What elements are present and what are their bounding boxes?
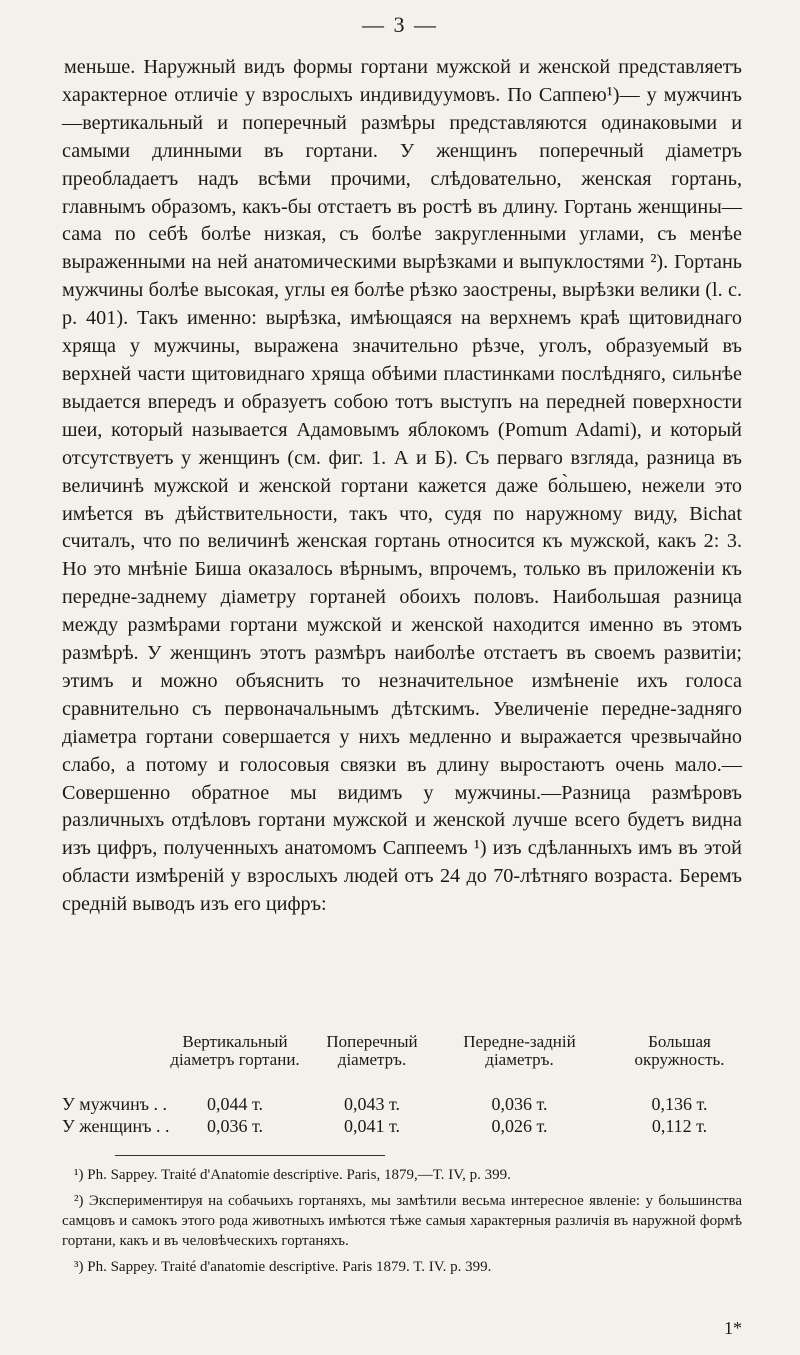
table-cell: 0,136 т. <box>651 1094 708 1114</box>
table-cell: 0,036 т. <box>206 1116 263 1136</box>
table-cell: 0,036 т. <box>491 1094 548 1114</box>
page-number: — 3 — <box>362 12 438 37</box>
header-cell: Большая окружность. <box>634 1032 725 1069</box>
row-label: У мужчинъ . . <box>62 1094 168 1114</box>
measurement-table <box>62 1033 752 1139</box>
footnote-3: ³) Ph. Sappey. Traité d'anatomie descriptive. Paris 1879. T. IV. p. 399. <box>74 1259 492 1275</box>
footnote-2: ²) Экспериментируя на собачьихъ гортаняхъ, мы замѣтили весьма интересное явленіе: у большинства самцовъ и самокъ этого рода животныхъ имѣются тѣже самыя характерныя различія въ наружной формѣ гортани, какъ и въ человѣческихъ гортаняхъ. <box>62 1193 742 1249</box>
table-cell: 0,041 т. <box>343 1116 400 1136</box>
table-cell: 0,112 т. <box>651 1116 708 1136</box>
table-header <box>62 1033 752 1095</box>
table-cell: 0,026 т. <box>491 1116 548 1136</box>
header-cell: Вертикальный діаметръ гортани. <box>170 1032 300 1069</box>
header-cell: Поперечный діаметръ. <box>326 1032 418 1069</box>
table-cell: 0,043 т. <box>343 1094 400 1114</box>
table-cell: 0,044 т. <box>206 1094 263 1114</box>
signature-mark: 1* <box>724 1318 742 1338</box>
main-paragraph <box>62 54 742 919</box>
row-label: У женщинъ . . <box>62 1116 170 1136</box>
header-cell: Передне-задній діаметръ. <box>463 1032 576 1069</box>
table-row <box>62 1117 752 1139</box>
paragraph-text: меньше. Наружный видъ формы гортани мужской и женской представляетъ характерное отличіе у взрослыхъ индивидуумовъ. По Саппею¹)— у мужчинъ—вертикальный и поперечный размѣры представляются одинаковыми и самыми длинными въ гортани. У женщинъ поперечный діаметръ преобладаетъ надъ всѣми прочими, слѣдовательно, женская гортань, главнымъ образомъ, какъ-бы отстаетъ въ ростѣ въ длину. Гортань женщины—сама по себѣ болѣе низкая, съ болѣе закругленными углами, съ менѣе выраженными на ней анатомическими вырѣзками и выпуклостями ²). Гортань мужчины болѣе высокая, углы ея болѣе рѣзко заострены, вырѣзки велики (l. c. p. 401). Такъ именно: вырѣзка, имѣющаяся на верхнемъ краѣ щитовиднаго хряща у мужчины, выражена значительно рѣзче, уголъ, образуемый въ верхней части щитовиднаго хряща обѣими пластинками послѣдняго, сильнѣе выдается впередъ и образуетъ собою тотъ выступъ на передней поверхности шеи, который называется Адамовымъ яблокомъ (Pomum Adami), и который отсутствуетъ у женщинъ (см. фиг. 1. А и Б). Съ перваго взгляда, разница въ величинѣ мужской и женской гортани кажется даже бо̀льшею, нежели это имѣется въ дѣйствительности, такъ что, судя по наружному виду, Bichat считалъ, что по величинѣ женская гортань относится къ мужской, какъ 2: 3. Но это мнѣніе Биша оказалось вѣрнымъ, впрочемъ, только въ приложеніи къ передне-заднему діаметру гортаней обоихъ половъ. Наибольшая разница между размѣрами гортани мужской и женской находится именно въ этомъ размѣрѣ. У женщинъ этотъ размѣръ наиболѣе отстаетъ въ своемъ развитіи; этимъ и можно объяснить то незначительное измѣненіе ихъ голоса сравнительно съ первоначальнымъ дѣтскимъ. Увеличеніе передне-задняго діаметра гортани совершается у нихъ медленно и выражается чрезвычайно слабо, а потому и голосовыя связки въ длину выростаютъ очень мало.—Совершенно обратное мы видимъ у мужчины.—Разница размѣровъ различныхъ отдѣловъ гортани мужской и женской лучше всего будетъ видна изъ цифръ, полученныхъ анатомомъ Саппеемъ ¹) изъ сдѣланныхъ имъ въ этой области измѣреній у взрослыхъ людей отъ 24 до 70-лѣтняго возраста. Беремъ средній выводъ изъ его цифръ: <box>62 56 742 916</box>
footnotes <box>62 1165 742 1283</box>
footnote-1: ¹) Ph. Sappey. Traité d'Anatomie descriptive. Paris, 1879,—T. IV, p. 399. <box>74 1167 511 1183</box>
table-row <box>62 1095 752 1117</box>
footnote-divider <box>115 1155 385 1156</box>
